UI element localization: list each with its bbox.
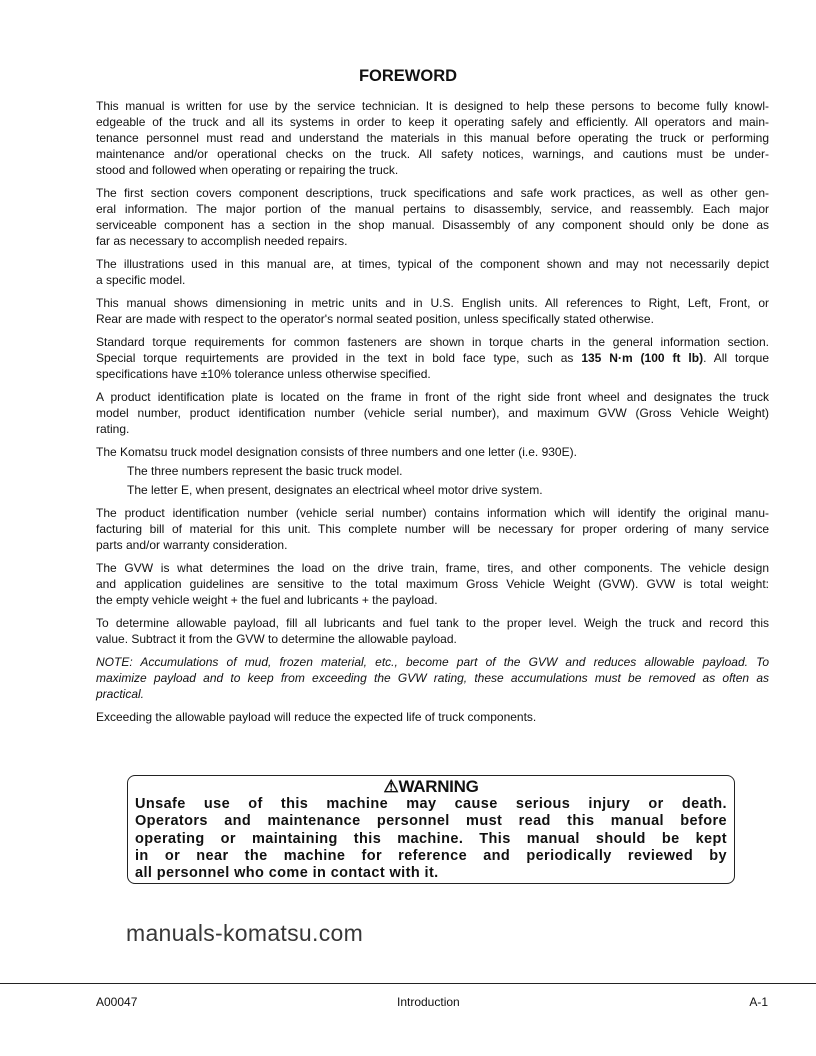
paragraph bbox=[96, 389, 769, 437]
text-segment: Special torque requirtements are provided in the text in bold face type, such as bbox=[96, 351, 582, 365]
warning-box bbox=[127, 775, 735, 884]
warning-line: Operators and maintenance personnel must read this manual before bbox=[135, 813, 727, 830]
text-line: far as necessary to accomplish needed repairs. bbox=[96, 234, 348, 248]
text-line: stood and followed when operating or repairing the truck. bbox=[96, 163, 399, 177]
text-line: a specific model. bbox=[96, 273, 186, 287]
paragraph bbox=[96, 709, 769, 725]
note-paragraph bbox=[96, 654, 769, 702]
warning-line: in or near the machine for reference and periodically reviewed by bbox=[135, 847, 727, 864]
paragraph bbox=[96, 560, 769, 608]
paragraph bbox=[96, 615, 769, 647]
text-line: practical. bbox=[96, 687, 145, 701]
page-title: FOREWORD bbox=[358, 67, 458, 85]
list-item: The letter E, when present, designates an electrical wheel motor drive system. bbox=[127, 483, 543, 497]
paragraph bbox=[96, 295, 769, 327]
footer-section: Introduction bbox=[397, 995, 460, 1009]
text-line: parts and/or warranty consideration. bbox=[96, 538, 288, 552]
text-line: NOTE: Accumulations of mud, frozen material, etc., become part of the GVW and reduces allowable payload. To bbox=[96, 655, 769, 669]
text-line: edgeable of the truck and all its systems in order to keep it operating safely and efficiently. All operators and main- bbox=[96, 115, 769, 129]
footer-page-number: A-1 bbox=[749, 995, 768, 1009]
text-line: the empty vehicle weight + the fuel and lubricants + the payload. bbox=[96, 593, 438, 607]
text-line: serviceable component has a section in the shop manual. Disassembly of any component should only be done as bbox=[96, 218, 769, 232]
text-line: The GVW is what determines the load on the drive train, frame, tires, and other components. The vehicle design bbox=[96, 561, 769, 575]
warning-triangle-icon: ⚠ bbox=[383, 777, 399, 796]
footer-doc-number: A00047 bbox=[96, 995, 138, 1009]
paragraph bbox=[96, 98, 769, 178]
warning-title-text: WARNING bbox=[398, 777, 479, 796]
text-line: To determine allowable payload, fill all lubricants and fuel tank to the proper level. Weigh the truck and record this bbox=[96, 616, 769, 630]
text-line: maximize payload and to keep from exceeding the GVW rating, these accumulations must be removed as often as bbox=[96, 671, 769, 685]
warning-line: all personnel who come in contact with it. bbox=[135, 865, 439, 882]
paragraph bbox=[96, 185, 769, 249]
text-line: facturing bill of material for this unit. This complete number will be necessary for proper ordering of many service bbox=[96, 522, 769, 536]
text-line: This manual shows dimensioning in metric units and in U.S. English units. All references to Right, Left, Front, or bbox=[96, 296, 769, 310]
body-text bbox=[96, 98, 769, 732]
text-line: rating. bbox=[96, 422, 130, 436]
list-item: The three numbers represent the basic truck model. bbox=[127, 464, 403, 478]
text-line: maintenance and/or operational checks on the truck. All safety notices, warnings, and cautions must be under- bbox=[96, 147, 769, 161]
text-line: value. Subtract it from the GVW to determine the allowable payload. bbox=[96, 632, 457, 646]
text-line: A product identification plate is located on the frame in front of the right side front wheel and designates the truck bbox=[96, 390, 769, 404]
warning-title bbox=[135, 777, 727, 796]
text-line: The Komatsu truck model designation consists of three numbers and one letter (i.e. 930E). bbox=[96, 445, 577, 459]
text-line: The illustrations used in this manual are, at times, typical of the component shown and may not necessarily depict bbox=[96, 257, 769, 271]
text-line: Exceeding the allowable payload will reduce the expected life of truck components. bbox=[96, 710, 537, 724]
text-line: The first section covers component descriptions, truck specifications and safe work practices, as well as other gen- bbox=[96, 186, 769, 200]
paragraph bbox=[96, 334, 769, 382]
footer-rule bbox=[0, 983, 816, 984]
watermark: manuals-komatsu.com bbox=[126, 920, 364, 946]
text-line: specifications have ±10% tolerance unless otherwise specified. bbox=[96, 367, 431, 381]
text-line: Standard torque requirements for common fasteners are shown in torque charts in the general information section. bbox=[96, 335, 769, 349]
torque-value: 135 N·m (100 ft lb) bbox=[581, 351, 704, 365]
text-line: This manual is written for use by the service technician. It is designed to help these persons to become fully knowl- bbox=[96, 99, 769, 113]
paragraph bbox=[96, 444, 769, 498]
paragraph bbox=[96, 256, 769, 288]
text-segment: . All torque bbox=[703, 351, 769, 365]
text-line: eral information. The major portion of the manual pertains to disassembly, service, and reassembly. Each major bbox=[96, 202, 769, 216]
text-line: The product identification number (vehicle serial number) contains information which will identify the original manu- bbox=[96, 506, 769, 520]
paragraph bbox=[96, 505, 769, 553]
text-line bbox=[96, 350, 769, 366]
text-line: Rear are made with respect to the operator's normal seated position, unless specifically stated otherwise. bbox=[96, 312, 654, 326]
warning-line: operating or maintaining this machine. This manual should be kept bbox=[135, 830, 727, 847]
text-line: model number, product identification number (vehicle serial number), and maximum GVW (Gross Vehicle Weight) bbox=[96, 406, 769, 420]
warning-line: Unsafe use of this machine may cause serious injury or death. bbox=[135, 796, 727, 812]
text-line: tenance personnel must read and understand the materials in this manual before operating the truck or performing bbox=[96, 131, 769, 145]
text-line: and application guidelines are sensitive to the total maximum Gross Vehicle Weight (GVW). GVW is total weight: bbox=[96, 577, 769, 591]
